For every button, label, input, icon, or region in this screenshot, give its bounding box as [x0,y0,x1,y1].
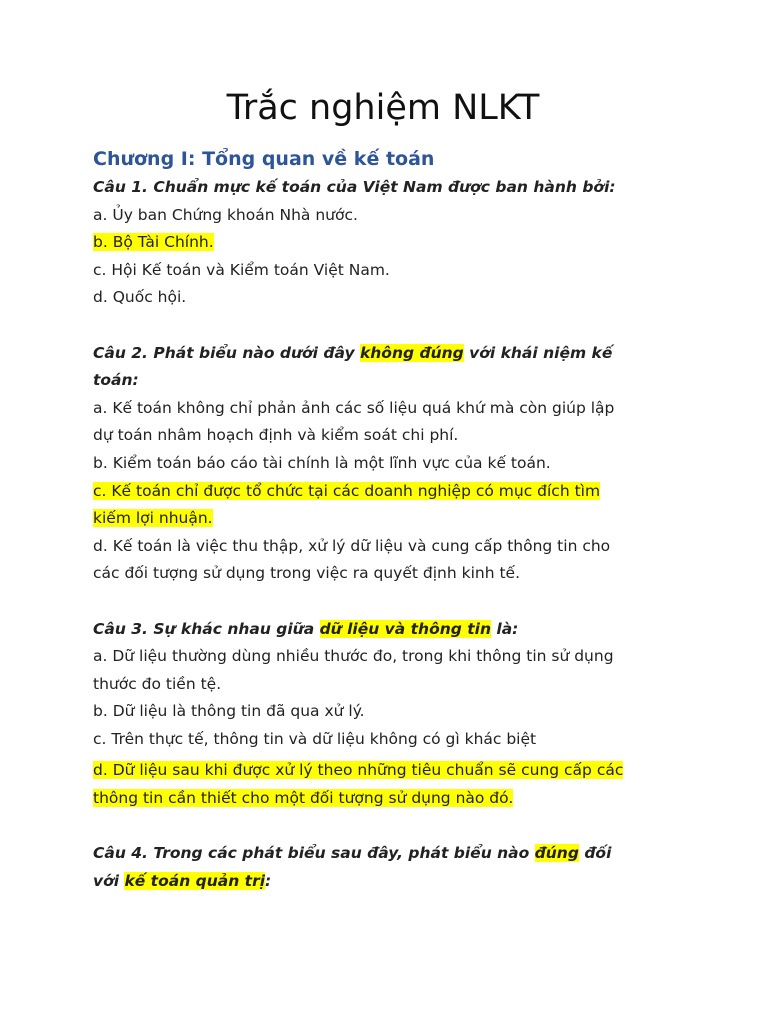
option-text: d. Quốc hội. [93,288,187,307]
prompt-text: : [265,871,272,890]
question-1-option-b-correct [93,229,683,257]
option-text: thước đo tiền tệ. [93,674,222,693]
option-text-highlighted: kiếm lợi nhuận. [93,509,213,528]
question-2-option-c-correct-line-1 [93,478,683,506]
prompt-keyword-highlighted: kế toán quản trị [124,871,266,890]
document-title: Trắc nghiệm NLKT [226,88,540,128]
option-text: a. Dữ liệu thường dùng nhiều thước đo, trong khi thông tin sử dụng [93,647,614,666]
option-text: b. Dữ liệu là thông tin đã qua xử lý. [93,702,365,721]
prompt-keyword-highlighted: đúng [534,844,579,863]
question-2-option-d-line-1 [93,533,683,561]
prompt-text: Câu 2. Phát biểu nào dưới đây [93,343,360,362]
question-2-prompt-line-2: toán: [93,371,139,390]
prompt-text: với [93,871,125,890]
spacer [93,813,683,841]
question-1-option-d [93,284,683,312]
prompt-text: là: [491,619,519,638]
prompt-text: Câu 4. Trong các phát biểu sau đây, phát biểu nào [93,844,535,863]
question-2-prompt-line-1 [93,340,683,368]
option-text: dự toán nhâm hoạch định và kiểm soát chi phí. [93,426,459,445]
option-text: các đối tượng sử dụng trong việc ra quyết định kinh tế. [93,564,521,583]
option-text: a. Ủy ban Chứng khoán Nhà nước. [93,205,358,224]
question-2-option-c-correct-line-2 [93,505,683,533]
prompt-keyword-highlighted: dữ liệu và thông tin [319,619,492,638]
question-3-option-b [93,698,683,726]
option-text: b. Kiểm toán báo cáo tài chính là một lĩnh vực của kế toán. [93,453,551,472]
question-4-prompt-line-2 [93,868,683,896]
option-text-highlighted: b. Bộ Tài Chính. [93,233,214,252]
question-3-option-a-line-1 [93,643,683,671]
option-text: c. Trên thực tế, thông tin và dữ liệu không có gì khác biệt [93,729,537,748]
prompt-text: đối [578,844,612,863]
question-1-option-a [93,202,683,230]
prompt-text: với khái niệm kế [463,343,613,362]
question-3-prompt [93,616,683,644]
question-2-option-a-line-1 [93,395,683,423]
question-1-option-c [93,257,683,285]
question-list [93,174,683,895]
option-text: c. Hội Kế toán và Kiểm toán Việt Nam. [93,260,390,279]
question-1-prompt: Câu 1. Chuẩn mực kế toán của Việt Nam được ban hành bởi: [93,178,616,196]
question-4-prompt-line-1 [93,840,683,868]
question-3-option-a-line-2 [93,671,683,699]
question-3-option-d-correct-line-2 [93,785,683,813]
option-text-highlighted: thông tin cần thiết cho một đối tượng sử dụng nào đó. [93,789,514,808]
question-3-option-d-correct-line-1 [93,757,683,785]
question-2-option-d-line-2 [93,560,683,588]
question-2-option-b [93,450,683,478]
prompt-text: Câu 3. Sự khác nhau giữa [93,619,320,638]
option-text-highlighted: d. Dữ liệu sau khi được xử lý theo những tiêu chuẩn sẽ cung cấp các [93,761,624,780]
spacer [93,588,683,616]
option-text-highlighted: c. Kế toán chỉ được tổ chức tại các doanh nghiệp có mục đích tìm [93,481,601,500]
option-text: a. Kế toán không chỉ phản ảnh các số liệu quá khứ mà còn giúp lập [93,398,615,417]
chapter-heading: Chương I: Tổng quan về kế toán [93,148,435,170]
spacer [93,312,683,340]
question-3-option-c [93,726,683,754]
prompt-keyword-highlighted: không đúng [359,343,464,362]
question-2-option-a-line-2 [93,422,683,450]
option-text: d. Kế toán là việc thu thập, xử lý dữ liệu và cung cấp thông tin cho [93,536,611,555]
